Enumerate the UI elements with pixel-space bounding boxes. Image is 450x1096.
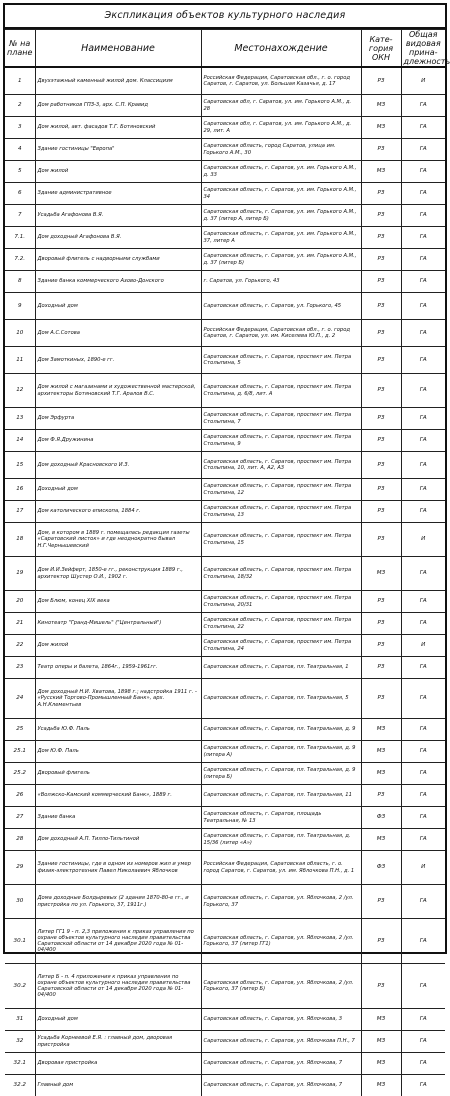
- cell-location: Саратовская область, г. Саратов, ул. Яблочкова, 2 /ул. Горького, 37 (литер ГГ1): [201, 919, 361, 964]
- cell-type: ГА: [401, 741, 445, 763]
- cell-location: Саратовская область, г. Саратов, пл. Театральная, 5: [201, 679, 361, 719]
- cell-name: Дом доходный Агафонова В.Я.: [35, 227, 201, 249]
- cell-category: РЗ: [361, 139, 401, 161]
- cell-name: Литер Б - п. 4 приложения к приказ управления по охране объектов культурного наследия правительства Саратовской области от 14 декабря 2020 года № 01-04/400: [35, 964, 201, 1009]
- cell-num: 7.2.: [5, 249, 35, 271]
- cell-category: РЗ: [361, 408, 401, 430]
- cell-num: 25.1: [5, 741, 35, 763]
- cell-type: ГА: [401, 1053, 445, 1075]
- cell-category: РЗ: [361, 293, 401, 320]
- cell-category: РЗ: [361, 227, 401, 249]
- cell-name: Дом Ф.Я.Дружинина: [35, 430, 201, 452]
- cell-category: РЗ: [361, 430, 401, 452]
- cell-name: Здание банка: [35, 807, 201, 829]
- cell-name: Главный дом: [35, 1075, 201, 1096]
- cell-name: Дворовый флигель: [35, 763, 201, 785]
- cell-name: Дом Блюм, конец XIX века: [35, 591, 201, 613]
- cell-category: МЗ: [361, 1053, 401, 1075]
- cell-type: ГА: [401, 117, 445, 139]
- table-row: [5, 161, 445, 183]
- table-row: [5, 523, 445, 557]
- cell-num: 18: [5, 523, 35, 557]
- cell-num: 32.2: [5, 1075, 35, 1096]
- cell-num: 27: [5, 807, 35, 829]
- cell-location: Саратовская область, г. Саратов, ул. Яблочкова, 7: [201, 1075, 361, 1096]
- explication-sheet: [3, 3, 447, 954]
- cell-category: РЗ: [361, 635, 401, 657]
- cell-location: Саратовская область, г. Саратов, проспект им. Петра Столыпина, 18/32: [201, 557, 361, 591]
- cell-category: РЗ: [361, 479, 401, 501]
- cell-category: РЗ: [361, 249, 401, 271]
- cell-num: 32.1: [5, 1053, 35, 1075]
- cell-type: ГА: [401, 829, 445, 851]
- table-row: [5, 183, 445, 205]
- cell-location: Саратовская область, г. Саратов, проспект им. Петра Столыпина, 10, лит. А, А2, А3: [201, 452, 361, 479]
- cell-name: Дом И.И.Зейферт, 1850-е гг., реконструкция 1889 г., архитектор Шустер О.И., 1902 г.: [35, 557, 201, 591]
- cell-type: ГА: [401, 408, 445, 430]
- cell-num: 4: [5, 139, 35, 161]
- cell-num: 1: [5, 67, 35, 95]
- header-category: Кате-гория ОКН: [361, 30, 401, 68]
- cell-num: 23: [5, 657, 35, 679]
- cell-type: И: [401, 851, 445, 885]
- cell-name: Здание гостиницы "Европа": [35, 139, 201, 161]
- cell-type: ГА: [401, 1009, 445, 1031]
- cell-type: ГА: [401, 785, 445, 807]
- cell-name: Усадьба Ю.Ф. Паль: [35, 719, 201, 741]
- cell-category: РЗ: [361, 964, 401, 1009]
- cell-num: 15: [5, 452, 35, 479]
- table-row: [5, 719, 445, 741]
- cell-num: 22: [5, 635, 35, 657]
- cell-name: «Волжско-Камский коммерческий Банк», 1889 г.: [35, 785, 201, 807]
- cell-location: Саратовская область, г. Саратов, проспект им. Петра Столыпина, д. 6/8, лит. А: [201, 374, 361, 408]
- table-header-row: [5, 30, 445, 68]
- cell-name: Дома доходные Болдыревых (2 здания 1870-80-е гг., и пристройка по ул. Горького, 37, 1911г.): [35, 885, 201, 919]
- table-row: [5, 374, 445, 408]
- table-row: [5, 657, 445, 679]
- cell-name: Кинотеатр "Гранд-Мишель" ("Центральный"): [35, 613, 201, 635]
- cell-num: 29: [5, 851, 35, 885]
- cell-location: Саратовская область, г. Саратов, пл. Театральная, д. 9: [201, 719, 361, 741]
- table-row: [5, 1009, 445, 1031]
- cell-num: 8: [5, 271, 35, 293]
- cell-num: 13: [5, 408, 35, 430]
- cell-type: ГА: [401, 919, 445, 964]
- table-row: [5, 430, 445, 452]
- cell-num: 19: [5, 557, 35, 591]
- table-body: [5, 67, 445, 1096]
- cell-category: РЗ: [361, 679, 401, 719]
- table-row: [5, 919, 445, 964]
- table-row: [5, 635, 445, 657]
- cell-location: Саратовская область, г. Саратов, ул. им. Горького А.М., 34: [201, 183, 361, 205]
- cell-type: ГА: [401, 183, 445, 205]
- table-row: [5, 885, 445, 919]
- cell-name: Доходный дом: [35, 293, 201, 320]
- cell-category: МЗ: [361, 829, 401, 851]
- cell-location: Саратовская область, г. Саратов, проспект им. Петра Столыпина, 15: [201, 523, 361, 557]
- cell-type: ГА: [401, 1075, 445, 1096]
- cell-category: МЗ: [361, 95, 401, 117]
- cell-location: Саратовская область, г. Саратов, площадь Театральная, № 13: [201, 807, 361, 829]
- cell-location: Саратовская область, г. Саратов, ул. Горького, 45: [201, 293, 361, 320]
- cell-category: МЗ: [361, 719, 401, 741]
- cell-location: Саратовская область, г. Саратов, проспект им. Петра Столыпина, 20/31: [201, 591, 361, 613]
- cell-num: 11: [5, 347, 35, 374]
- cell-num: 31: [5, 1009, 35, 1031]
- table-row: [5, 95, 445, 117]
- table-row: [5, 785, 445, 807]
- cell-category: МЗ: [361, 1009, 401, 1031]
- cell-name: Дом жилой, авт. фасадов Т.Г. Ботяновский: [35, 117, 201, 139]
- cell-type: ГА: [401, 557, 445, 591]
- cell-name: Дом Ю.Ф. Паль: [35, 741, 201, 763]
- header-name: Наименование: [35, 30, 201, 68]
- cell-num: 24: [5, 679, 35, 719]
- cell-num: 10: [5, 320, 35, 347]
- table-row: [5, 557, 445, 591]
- cell-type: ГА: [401, 885, 445, 919]
- cell-category: РЗ: [361, 919, 401, 964]
- cell-category: МЗ: [361, 161, 401, 183]
- cell-num: 7.1.: [5, 227, 35, 249]
- cell-name: Доходный дом: [35, 479, 201, 501]
- cell-category: РЗ: [361, 613, 401, 635]
- cell-name: Дом доходный Н.И. Хватова, 1898 г.; надстройка 1911 г. - «Русский Торгово-Промышленный Банк», арх. А.Н.Клементьев: [35, 679, 201, 719]
- cell-name: Дом жилой: [35, 161, 201, 183]
- cell-category: МЗ: [361, 1075, 401, 1096]
- table-row: [5, 964, 445, 1009]
- cell-category: РЗ: [361, 347, 401, 374]
- table-row: [5, 479, 445, 501]
- cell-name: Театр оперы и балета, 1864г., 1959-1961гг.: [35, 657, 201, 679]
- table-row: [5, 763, 445, 785]
- cell-location: Саратовская область, г. Саратов, ул. Яблочкова, 2 /ул. Горького, 37: [201, 885, 361, 919]
- cell-type: И: [401, 523, 445, 557]
- cell-num: 9: [5, 293, 35, 320]
- cell-category: РЗ: [361, 67, 401, 95]
- cell-category: РЗ: [361, 374, 401, 408]
- cell-type: ГА: [401, 964, 445, 1009]
- cell-location: Саратовская область, г. Саратов, ул. Яблочкова, 3: [201, 1009, 361, 1031]
- cell-name: Дворовая пристройка: [35, 1053, 201, 1075]
- cell-type: ГА: [401, 763, 445, 785]
- table-row: [5, 851, 445, 885]
- cell-num: 7: [5, 205, 35, 227]
- cell-name: Дом работников ГПЗ-3, арх. С.П. Кравид: [35, 95, 201, 117]
- cell-category: РЗ: [361, 183, 401, 205]
- cell-name: Дом А.С.Сотова: [35, 320, 201, 347]
- table-row: [5, 117, 445, 139]
- cell-type: ГА: [401, 95, 445, 117]
- cell-name: Здание административное: [35, 183, 201, 205]
- cell-location: Саратовская область, г. Саратов, пл. Театральная, 11: [201, 785, 361, 807]
- cell-location: Саратовская область, г. Саратов, пл. Театральная, д. 9 (литера Б): [201, 763, 361, 785]
- cell-type: ГА: [401, 613, 445, 635]
- cell-location: Саратовская область, г. Саратов, проспект им. Петра Столыпина, 12: [201, 479, 361, 501]
- cell-location: Саратовская область, г. Саратов, пл. Театральная, 1: [201, 657, 361, 679]
- cell-category: МЗ: [361, 763, 401, 785]
- sheet-title: Экспликация объектов культурного наследия: [5, 5, 445, 29]
- table-row: [5, 807, 445, 829]
- cell-num: 16: [5, 479, 35, 501]
- table-row: [5, 1075, 445, 1096]
- cell-num: 25.2: [5, 763, 35, 785]
- cell-location: Саратовская область, г. Саратов, проспект им. Петра Столыпина, 9: [201, 430, 361, 452]
- cell-category: МЗ: [361, 117, 401, 139]
- cell-num: 21: [5, 613, 35, 635]
- cell-num: 2: [5, 95, 35, 117]
- cell-location: Саратовская область, г. Саратов, ул. им. Горького А.М., д. 37 (литер Б): [201, 249, 361, 271]
- cell-category: РЗ: [361, 452, 401, 479]
- table-row: [5, 205, 445, 227]
- cell-category: МЗ: [361, 557, 401, 591]
- cell-category: РЗ: [361, 271, 401, 293]
- cell-num: 17: [5, 501, 35, 523]
- cell-type: ГА: [401, 374, 445, 408]
- table-row: [5, 501, 445, 523]
- cell-location: г. Саратов, ул. Горького, 43: [201, 271, 361, 293]
- table-row: [5, 1053, 445, 1075]
- cell-num: 30: [5, 885, 35, 919]
- table-row: [5, 679, 445, 719]
- cell-category: РЗ: [361, 591, 401, 613]
- header-type: Общая видовая прина-длежность: [401, 30, 445, 68]
- cell-category: МЗ: [361, 741, 401, 763]
- cell-num: 25: [5, 719, 35, 741]
- cell-type: ГА: [401, 452, 445, 479]
- cell-name: Здание гостиницы, где в одном из номеров жил и умер физик-электротехник Павел Николаевич Яблочков: [35, 851, 201, 885]
- cell-name: Дворовый флигель с надворными службами: [35, 249, 201, 271]
- table-row: [5, 829, 445, 851]
- cell-type: ГА: [401, 249, 445, 271]
- cell-category: РЗ: [361, 885, 401, 919]
- header-num: № на плане: [5, 30, 35, 68]
- cell-name: Дом Замоткиных, 1890-е гг.: [35, 347, 201, 374]
- cell-category: ФЗ: [361, 851, 401, 885]
- cell-location: Саратовская область, г. Саратов, проспект им. Петра Столыпина, 5: [201, 347, 361, 374]
- cell-num: 32: [5, 1031, 35, 1053]
- cell-type: ГА: [401, 479, 445, 501]
- cell-num: 12: [5, 374, 35, 408]
- cell-type: ГА: [401, 1031, 445, 1053]
- cell-location: Саратовская область, г. Саратов, проспект им. Петра Столыпина, 24: [201, 635, 361, 657]
- table-row: [5, 452, 445, 479]
- cell-location: Саратовская область, город Саратов, улица им. Горького А.М., 30: [201, 139, 361, 161]
- cell-type: И: [401, 635, 445, 657]
- cell-location: Саратовская область, г. Саратов, проспект им. Петра Столыпина, 13: [201, 501, 361, 523]
- cell-category: РЗ: [361, 205, 401, 227]
- cell-type: ГА: [401, 320, 445, 347]
- cell-type: ГА: [401, 430, 445, 452]
- cell-name: Дом католического епископа, 1884 г.: [35, 501, 201, 523]
- table-row: [5, 249, 445, 271]
- cell-location: Саратовская область, г. Саратов, ул. Яблочкова П.Н., 7: [201, 1031, 361, 1053]
- table-row: [5, 347, 445, 374]
- table-row: [5, 67, 445, 95]
- cell-num: 26: [5, 785, 35, 807]
- cell-num: 30.2: [5, 964, 35, 1009]
- cell-num: 3: [5, 117, 35, 139]
- cell-num: 30.1: [5, 919, 35, 964]
- cell-location: Российская Федерация, Саратовская область, г. о. город Саратов, г. Саратов, ул. им. Яблочкова П.Н., д. 1: [201, 851, 361, 885]
- cell-location: Российская Федерация, Саратовская обл., г. о. город Саратов, г. Саратов, ул. им. Киселева Ю.П., д. 2: [201, 320, 361, 347]
- cell-location: Саратовская область, г. Саратов, пл. Театральная, д. 9 (литера А): [201, 741, 361, 763]
- cell-location: Саратовская обл, г. Саратов, ул. им. Горького А.М., д. 28: [201, 95, 361, 117]
- cell-type: ГА: [401, 205, 445, 227]
- cell-name: Дом, в котором в 1889 г. помещалась редакция газеты «Саратовский листок» и где неоднократно бывал Н.Г.Чернышевский: [35, 523, 201, 557]
- table-row: [5, 320, 445, 347]
- table-row: [5, 741, 445, 763]
- cell-location: Саратовская область, г. Саратов, ул. им. Горького А.М., 37, литер А: [201, 227, 361, 249]
- cell-location: Саратовская область, г. Саратов, проспект им. Петра Столыпина, 7: [201, 408, 361, 430]
- table-row: [5, 591, 445, 613]
- header-location: Местонахождение: [201, 30, 361, 68]
- cell-type: И: [401, 67, 445, 95]
- cell-location: Российская Федерация, Саратовская обл., г. о. город Саратов, г. Саратов, ул. Большая Казачья, д. 17: [201, 67, 361, 95]
- cell-num: 5: [5, 161, 35, 183]
- cell-name: Усадьба Корнеевой Е.Я. : главный дом, дворовая пристройка: [35, 1031, 201, 1053]
- cell-type: ГА: [401, 139, 445, 161]
- cell-type: ГА: [401, 347, 445, 374]
- cell-category: РЗ: [361, 320, 401, 347]
- cell-location: Саратовская область, г. Саратов, пл. Театральная, д. 15/36 (литер «А»): [201, 829, 361, 851]
- table-row: [5, 271, 445, 293]
- cell-category: РЗ: [361, 501, 401, 523]
- cell-category: РЗ: [361, 523, 401, 557]
- cell-category: МЗ: [361, 1031, 401, 1053]
- cell-name: Доходный дом: [35, 1009, 201, 1031]
- cell-category: РЗ: [361, 785, 401, 807]
- cell-type: ГА: [401, 657, 445, 679]
- table-row: [5, 139, 445, 161]
- cell-type: ГА: [401, 719, 445, 741]
- cell-type: ГА: [401, 591, 445, 613]
- cell-type: ГА: [401, 679, 445, 719]
- cell-name: Здание банка коммерческого Азово-Донского: [35, 271, 201, 293]
- cell-num: 14: [5, 430, 35, 452]
- table-row: [5, 408, 445, 430]
- cell-location: Саратовская область, г. Саратов, ул. Яблочкова, 7: [201, 1053, 361, 1075]
- cell-num: 20: [5, 591, 35, 613]
- cell-type: ГА: [401, 807, 445, 829]
- cell-location: Саратовская область, г. Саратов, ул. Яблочкова, 2 /ул. Горького, 37 (литер Б): [201, 964, 361, 1009]
- cell-category: РЗ: [361, 657, 401, 679]
- cell-type: ГА: [401, 293, 445, 320]
- cell-name: Литер ГГ1 9 - п. 2,3 приложения к приказ управления по охране объектов культурного наследия правительства Саратовской области от 14 декабря 2020 года № 01-04/400: [35, 919, 201, 964]
- cell-name: Дом Эрфурта: [35, 408, 201, 430]
- cell-location: Саратовская область, г. Саратов, ул. им. Горького А.М., д. 37 (литер А, литер Б): [201, 205, 361, 227]
- table-row: [5, 613, 445, 635]
- cell-name: Дом доходный А.П. Тилло-Тильтиной: [35, 829, 201, 851]
- cell-location: Саратовская область, г. Саратов, проспект им. Петра Столыпина, 22: [201, 613, 361, 635]
- cell-category: ФЗ: [361, 807, 401, 829]
- cell-name: Дом жилой: [35, 635, 201, 657]
- table-row: [5, 227, 445, 249]
- cell-name: Усадьба Агафонова В.Я.: [35, 205, 201, 227]
- cell-location: Саратовская обл, г. Саратов, ул. им. Горького А.М., д. 29, лит. А: [201, 117, 361, 139]
- cell-type: ГА: [401, 271, 445, 293]
- heritage-table: [5, 29, 445, 1096]
- cell-name: Дом жилой с магазинами и художественной мастерской, архитекторы Ботяновский Т.Г. Аралов В.С.: [35, 374, 201, 408]
- table-row: [5, 1031, 445, 1053]
- cell-name: Двухэтажный каменный жилой дом. Классицизм: [35, 67, 201, 95]
- cell-location: Саратовская область, г. Саратов, ул. им. Горького А.М., д. 33: [201, 161, 361, 183]
- cell-num: 28: [5, 829, 35, 851]
- cell-num: 6: [5, 183, 35, 205]
- cell-type: ГА: [401, 161, 445, 183]
- cell-type: ГА: [401, 227, 445, 249]
- cell-name: Дом доходный Красновского И.З.: [35, 452, 201, 479]
- table-row: [5, 293, 445, 320]
- cell-type: ГА: [401, 501, 445, 523]
